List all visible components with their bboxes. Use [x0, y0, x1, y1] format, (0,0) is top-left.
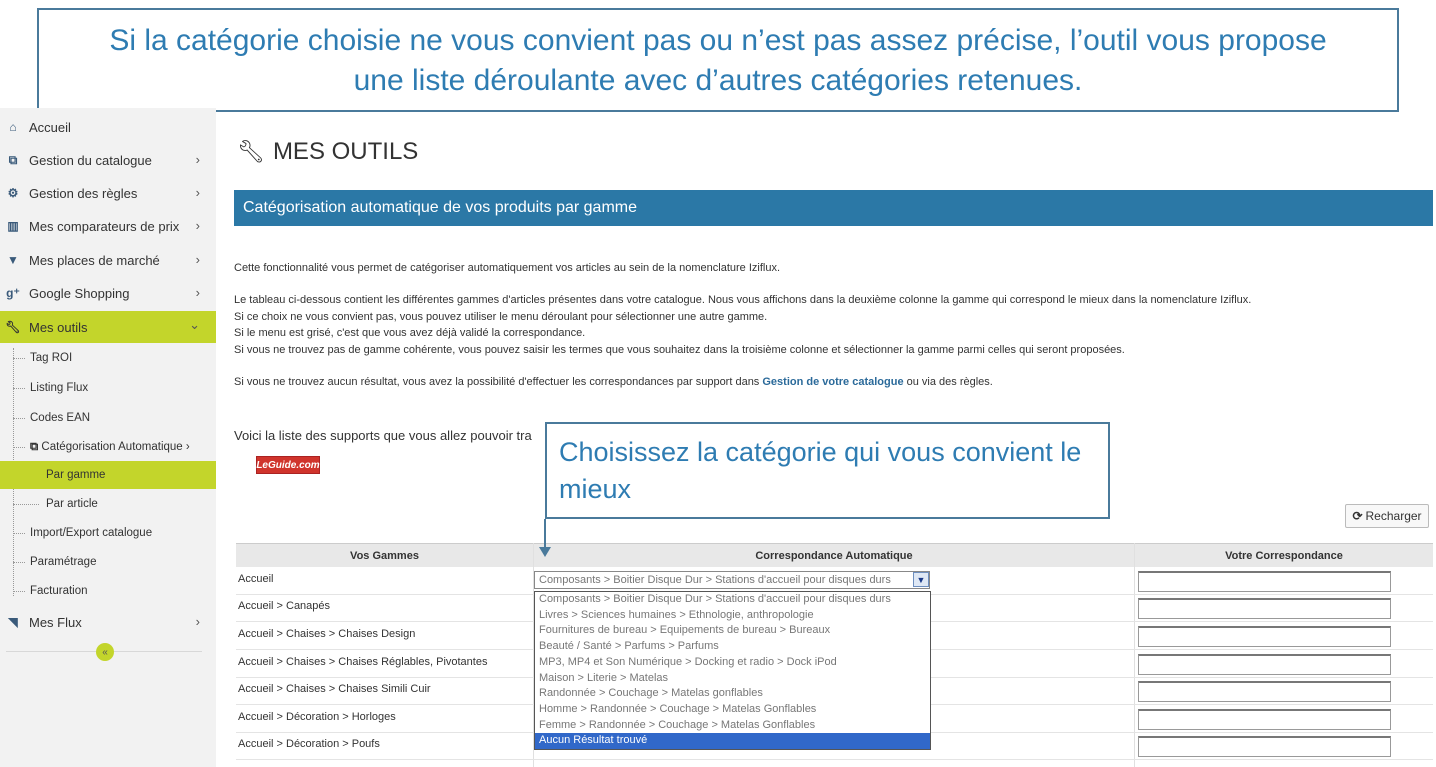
- sidebar-subitem-text: Catégorisation Automatique: [41, 440, 183, 453]
- sidebar-subitem-categorisation[interactable]: [0, 433, 216, 461]
- dropdown-option[interactable]: Homme > Randonnée > Couchage > Matelas Gonflables: [539, 702, 817, 715]
- leguide-logo[interactable]: LeGuide.com: [256, 456, 320, 474]
- tree-connector: [13, 358, 25, 359]
- fallback-text-end: ou via des règles.: [903, 376, 993, 388]
- dropdown-option[interactable]: Beauté / Santé > Parfums > Parfums: [539, 640, 719, 653]
- fallback-paragraph: [234, 376, 993, 388]
- dropdown-option[interactable]: Livres > Sciences humaines > Ethnologie, anthropologie: [539, 608, 814, 621]
- gear-icon: ⚙: [7, 186, 19, 200]
- gamme-cell: Accueil > Chaises > Chaises Simili Cuir: [238, 683, 431, 695]
- correspondance-input[interactable]: [1138, 571, 1391, 592]
- sidebar-subitem-facturation[interactable]: [0, 577, 216, 605]
- rss-icon: ◥: [8, 615, 18, 629]
- sidebar-subitem-label: ⧉ Catégorisation Automatique ›: [30, 440, 190, 453]
- dropdown-option[interactable]: MP3, MP4 et Son Numérique > Docking et radio > Dock iPod: [539, 655, 837, 668]
- sidebar-subitem-listing-flux[interactable]: [0, 374, 216, 402]
- sitemap-icon: ⧉: [30, 440, 42, 453]
- sidebar-subitem-label: Facturation: [30, 585, 88, 597]
- reload-button[interactable]: [1345, 504, 1429, 528]
- wrench-icon: 🔧︎: [237, 139, 265, 164]
- fallback-text: Si vous ne trouvez aucun résultat, vous avez la possibilité d'effectuer les correspondances par support dans: [234, 376, 763, 388]
- section-header: Catégorisation automatique de vos produits par gamme: [234, 190, 1433, 226]
- sidebar-item-label: Mes Flux: [29, 614, 82, 630]
- callout-arrowhead: [539, 547, 551, 557]
- wrench-icon: 🔧︎: [5, 320, 21, 334]
- dropdown-option[interactable]: Fournitures de bureau > Equipements de bureau > Bureaux: [539, 624, 831, 637]
- tree-connector: [13, 447, 25, 448]
- dropdown-option[interactable]: Femme > Randonnée > Couchage > Matelas Gonflables: [539, 718, 816, 731]
- category-select[interactable]: Composants > Boitier Disque Dur > Stations d'accueil pour disques durs: [534, 571, 930, 589]
- top-callout-line2: une liste déroulante avec d’autres catégories retenues.: [353, 64, 1083, 97]
- sidebar-item-label: Mes places de marché: [29, 252, 160, 268]
- description-paragraph: Si le menu est grisé, c'est que vous avez déjà validé la correspondance.: [234, 327, 586, 339]
- gamme-cell: Accueil > Décoration > Horloges: [238, 711, 396, 723]
- sidebar-subitem-label: Paramétrage: [30, 556, 97, 568]
- chevron-right-icon: ›: [195, 252, 200, 267]
- correspondance-input[interactable]: [1138, 598, 1391, 619]
- sidebar-item-label: Mes comparateurs de prix: [29, 218, 180, 234]
- sidebar-subitem-label: Par gamme: [46, 469, 106, 481]
- sidebar-subitem-label: Tag ROI: [30, 352, 73, 364]
- description-paragraph: Si ce choix ne vous convient pas, vous pouvez utiliser le menu déroulant pour sélectionner une autre gamme.: [234, 311, 768, 323]
- correspondance-input[interactable]: [1138, 626, 1391, 647]
- sidebar: [0, 108, 216, 767]
- tree-connector: [13, 504, 39, 505]
- chevron-down-icon[interactable]: ▼: [913, 572, 929, 587]
- sidebar-item-mes-flux[interactable]: [0, 607, 216, 637]
- gamme-cell: Accueil > Décoration > Poufs: [238, 738, 380, 750]
- gamme-cell: Accueil > Canapés: [238, 600, 331, 612]
- sidebar-item-comparateurs[interactable]: [0, 211, 216, 241]
- correspondance-input[interactable]: [1138, 681, 1391, 702]
- sitemap-icon: ⧉: [8, 152, 18, 167]
- sidebar-item-label: Gestion des règles: [29, 185, 138, 201]
- sidebar-item-gestion-regles[interactable]: [0, 178, 216, 208]
- sidebar-subitem-label: Codes EAN: [30, 412, 91, 424]
- table-header: Correspondance Automatique: [534, 543, 1134, 567]
- refresh-icon: ⟳: [1352, 509, 1363, 523]
- sidebar-subitem-par-article[interactable]: [0, 490, 216, 518]
- sidebar-subitem-par-gamme[interactable]: [0, 461, 216, 489]
- sidebar-item-mes-outils[interactable]: [0, 311, 216, 343]
- dropdown-option[interactable]: Randonnée > Couchage > Matelas gonflables: [539, 687, 763, 700]
- top-callout-line1: Si la catégorie choisie ne vous convient pas ou n’est pas assez précise, l’outil vous propose: [109, 24, 1327, 57]
- sidebar-item-accueil[interactable]: [0, 112, 216, 142]
- tree-connector: [13, 562, 25, 563]
- tree-connector: [13, 388, 25, 389]
- gamme-cell: Accueil > Chaises > Chaises Réglables, Pivotantes: [238, 656, 488, 668]
- sidebar-item-gestion-catalogue[interactable]: [0, 145, 216, 175]
- catalogue-link[interactable]: Gestion de votre catalogue: [762, 376, 904, 388]
- sidebar-subitem-tag-roi[interactable]: [0, 344, 216, 372]
- tree-connector: [13, 533, 25, 534]
- dropdown-option[interactable]: Composants > Boitier Disque Dur > Stations d'accueil pour disques durs: [539, 593, 891, 605]
- correspondance-input[interactable]: [1138, 736, 1391, 757]
- chevron-right-icon: ›: [195, 285, 200, 300]
- sidebar-item-google-shopping[interactable]: [0, 278, 216, 308]
- sidebar-item-label: Gestion du catalogue: [29, 152, 152, 168]
- cart-icon: ▼: [7, 253, 19, 267]
- sidebar-subitem-label: Par article: [46, 498, 98, 510]
- sidebar-subitem-codes-ean[interactable]: [0, 404, 216, 432]
- chevron-right-icon: ›: [195, 218, 200, 233]
- category-dropdown: [534, 591, 931, 750]
- chevron-down-icon: ⌄: [189, 317, 200, 332]
- tree-connector: [13, 418, 25, 419]
- sidebar-item-label: Google Shopping: [29, 285, 130, 301]
- collapse-sidebar-button[interactable]: «: [96, 643, 114, 661]
- sidebar-subitem-label: Import/Export catalogue: [30, 527, 153, 539]
- description-paragraph: Le tableau ci-dessous contient les différentes gammes d'articles présentes dans votre catalogue. Nous vous affichons dans la deuxième colonne la gamme qui correspond le mieux dans la nomenclature Iziflux.: [234, 294, 1252, 306]
- correspondance-input[interactable]: [1138, 654, 1391, 675]
- sidebar-subitem-parametrage[interactable]: [0, 548, 216, 576]
- sidebar-subitem-label: Listing Flux: [30, 382, 89, 394]
- top-callout: [37, 8, 1399, 112]
- dropdown-option-highlighted[interactable]: Aucun Résultat trouvé: [535, 733, 930, 749]
- chevron-right-icon: ›: [195, 152, 200, 167]
- gamme-cell: Accueil > Chaises > Chaises Design: [238, 628, 416, 640]
- callout-pointer-line: [544, 519, 546, 549]
- supports-label: Voici la liste des supports que vous allez pouvoir tra: [234, 428, 532, 443]
- gamme-cell: Accueil: [238, 573, 274, 585]
- barcode-icon: ▥: [7, 219, 19, 233]
- home-icon: ⌂: [9, 120, 17, 134]
- sidebar-item-label: Mes outils: [29, 319, 88, 335]
- sidebar-subitem-import-export[interactable]: [0, 519, 216, 547]
- sidebar-item-places-marche[interactable]: [0, 245, 216, 275]
- table-header: Votre Correspondance: [1135, 543, 1433, 567]
- page-title-text: MES OUTILS: [272, 138, 419, 165]
- dropdown-option[interactable]: Maison > Literie > Matelas: [539, 671, 669, 684]
- chevron-right-icon: ›: [195, 185, 200, 200]
- reload-label: Recharger: [1365, 509, 1422, 523]
- tree-connector: [13, 591, 25, 592]
- chevron-right-icon: ›: [195, 614, 200, 629]
- description-paragraph: Si vous ne trouvez pas de gamme cohérente, vous pouvez saisir les termes que vous souhaitez dans la troisième colonne et sélectionner la gamme parmi celles qui seront proposées.: [234, 344, 1125, 356]
- google-plus-icon: g⁺: [6, 286, 20, 300]
- table-header: Vos Gammes: [236, 543, 533, 567]
- correspondance-input[interactable]: [1138, 709, 1391, 730]
- page-title: [237, 138, 418, 166]
- middle-callout: Choisissez la catégorie qui vous convient le mieux: [545, 422, 1110, 519]
- intro-paragraph: Cette fonctionnalité vous permet de catégoriser automatiquement vos articles au sein de la nomenclature Iziflux.: [234, 262, 781, 274]
- sidebar-item-label: Accueil: [29, 119, 71, 135]
